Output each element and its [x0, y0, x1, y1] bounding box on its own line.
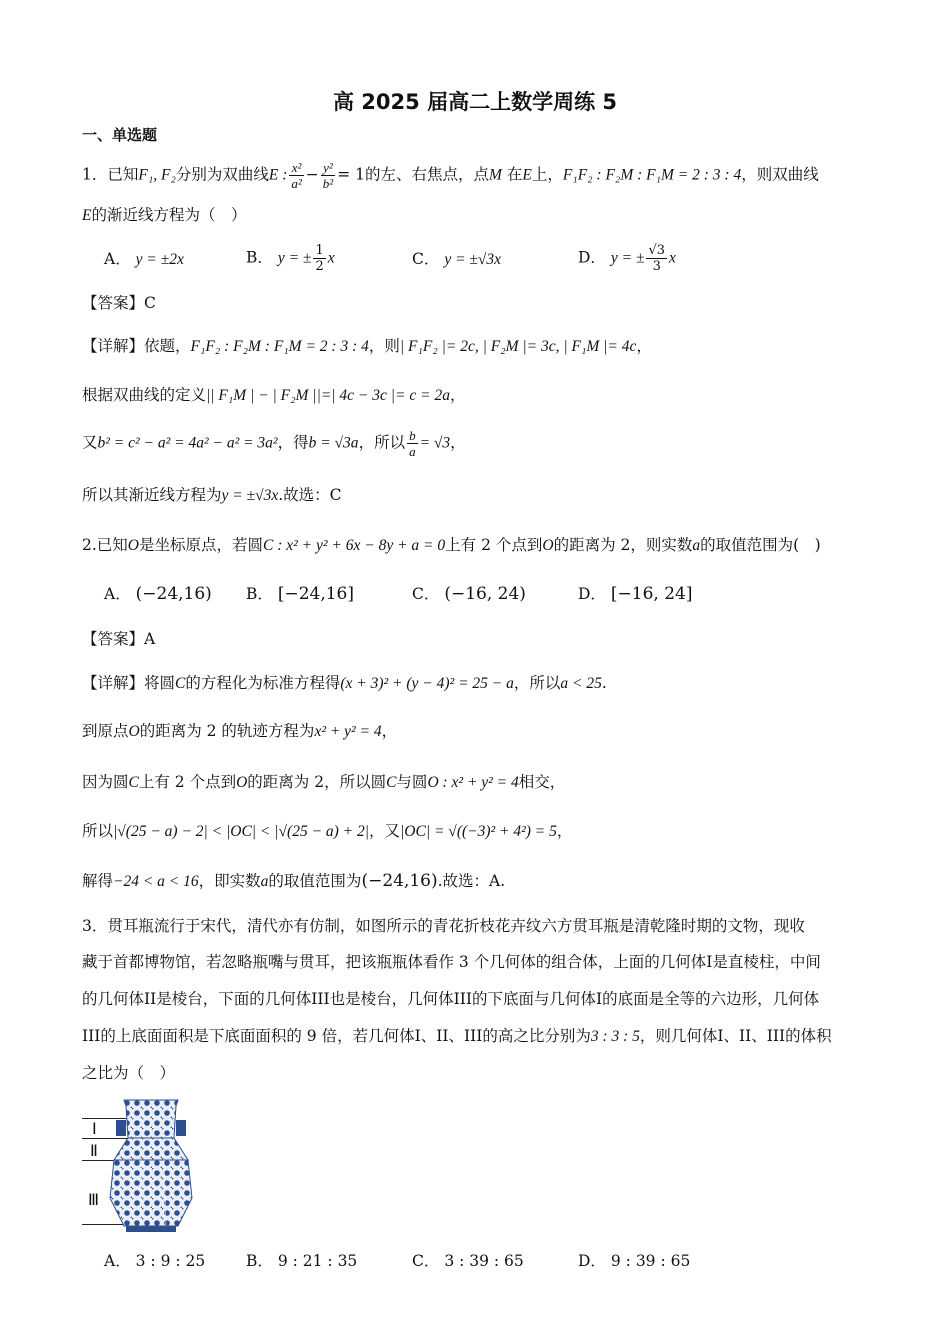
q3-stem-line1: 3．贯耳瓶流行于宋代，清代亦有仿制，如图所示的青花折枝花卉纹六方贯耳瓶是清乾隆时期的文物，现收 [82, 917, 805, 935]
q1-frac-y: $\frac{\text{y²}}{\text{b²}}$ [322, 160, 334, 191]
q1-option-c[interactable]: C． y = ±√3x [412, 250, 502, 268]
q3-stem-line4: III的上底面面积是下底面面积的 9 倍，若几何体I、II、III的高之比分别为3 : 3 : 5，则几何体I、II、III的体积 [82, 1027, 832, 1045]
q2-explanation-2: 到原点O的距离为 2 的轨迹方程为x² + y² = 4， [82, 722, 398, 740]
q3-option-d[interactable]: D． 9 : 39 : 65 [578, 1252, 691, 1270]
q3-option-b[interactable]: B． 9 : 21 : 35 [246, 1252, 358, 1270]
figure-label-II: Ⅱ [90, 1143, 98, 1160]
q3-stem-line5: 之比为（ ） [82, 1064, 176, 1082]
figure-label-I: Ⅰ [92, 1121, 97, 1138]
vase-figure [82, 1098, 197, 1238]
q1-stem-line1: 1．已知F₁, F₂分别为双曲线E : $\frac{\text{x²}}{\text{a²}}$ − $\frac{\text{y²}}{\text{b²}}$ = 1的左、右焦点，点M 在E上，F₁F₂ : F₂M : F₁M = 2 : 3 : 4，则双曲线 [82, 160, 819, 191]
q2-option-d[interactable]: D． [−16, 24] [578, 584, 693, 604]
q3-stem-line2: 藏于首都博物馆，若忽略瓶嘴与贯耳，把该瓶瓶体看作 3 个几何体的组合体，上面的几何体I是直棱柱，中间 [82, 953, 821, 971]
section-heading: 一、单选题 [82, 126, 158, 144]
q1-explanation-2: 根据双曲线的定义|| F₁M | − | F₂M ||=| 4c − 3c |= c = 2a， [82, 386, 466, 404]
q1-explanation-1: 【详解】依题，F₁F₂ : F₂M : F₁M = 2 : 3 : 4，则| F₁F₂ |= 2c, | F₂M |= 3c, | F₁M |= 4c， [82, 337, 652, 355]
q3-option-c[interactable]: C． 3 : 39 : 65 [412, 1252, 524, 1270]
q1-answer: 【答案】C [82, 294, 156, 312]
q2-option-b[interactable]: B． [−24,16] [246, 584, 355, 604]
page-title: 高 2025 届高二上数学周练 5 [333, 90, 617, 114]
q2-option-c[interactable]: C． (−16, 24) [412, 584, 526, 604]
q1-frac-x: $\frac{\text{x²}}{\text{a²}}$ [291, 160, 302, 191]
q3-stem-line3: 的几何体II是棱台，下面的几何体III也是棱台，几何体III的下底面与几何体I的底面是全等的六边形，几何体 [82, 990, 820, 1008]
q3-option-a[interactable]: A． 3 : 9 : 25 [104, 1252, 206, 1270]
q1-option-a[interactable]: A． y = ±2x [104, 250, 184, 268]
q2-explanation-5: 解得−24 < a < 16，即实数a的取值范围为(−24,16).故选：A. [82, 871, 506, 891]
q2-option-a[interactable]: A． (−24,16) [104, 584, 212, 604]
q2-explanation-1: 【详解】将圆C的方程化为标准方程得(x + 3)² + (y − 4)² = 25 − a，所以a < 25. [82, 674, 607, 692]
q2-stem: 2.已知O是坐标原点，若圆C : x² + y² + 6x − 8y + a = 0上有 2 个点到O的距离为 2，则实数a的取值范围为( ) [82, 536, 821, 554]
q1-explanation-3: 又b² = c² − a² = 4a² − a² = 3a²，得b = √3a，所以 $\frac{b}{a}$ = √3， [82, 428, 466, 459]
q1-stem-line2: E的渐近线方程为（ ） [82, 206, 247, 224]
q1-option-b[interactable]: B． y = ± $\frac{1}{2}$ x [246, 243, 335, 274]
q1-explanation-4: 所以其渐近线方程为y = ±√3x.故选：C [82, 486, 342, 504]
q1-option-d[interactable]: D． y = ± $\frac{√3}{3}$ x [578, 243, 676, 274]
q2-explanation-4: 所以|√(25 − a) − 2| < |OC| < |√(25 − a) + 2|，又|OC| = √((−3)² + 4²) = 5， [82, 822, 573, 840]
q2-explanation-3: 因为圆C上有 2 个点到O的距离为 2，所以圆C与圆O : x² + y² = 4相交， [82, 773, 566, 791]
figure-label-III: Ⅲ [88, 1192, 100, 1209]
vase-image [82, 1098, 197, 1238]
q2-answer: 【答案】A [82, 630, 156, 648]
